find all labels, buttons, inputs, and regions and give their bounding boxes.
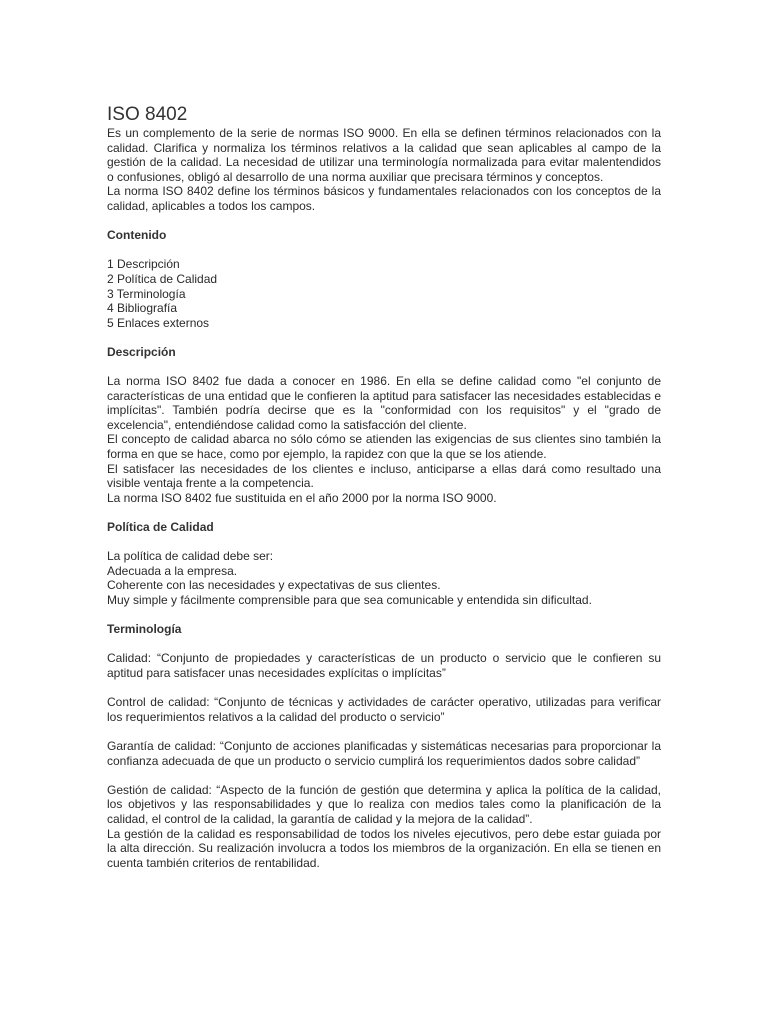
document-title: ISO 8402 [107, 104, 188, 125]
policy-line: Adecuada a la empresa. [107, 563, 238, 578]
spacer [107, 360, 661, 375]
term-calidad: Calidad: “Conjunto de propiedades y características de un producto o servicio que le confieren su aptitud para satisfacer unas necesidades explícitas o implícitas” [107, 651, 661, 680]
table-of-contents [107, 257, 661, 330]
description-paragraph-1: La norma ISO 8402 fue dada a conocer en 1986. En ella se define calidad como "el conjunto de características de una entidad que le confieren la aptitud para satisfacer las necesidades establecidas e implícitas". También podría decirse que es la "conformidad con los requisitos" y el "grado de excelencia", entendiéndose calidad como la satisfacción del cliente. [107, 374, 661, 432]
spacer [107, 535, 661, 550]
policy-line: Muy simple y fácilmente comprensible para que sea comunicable y entendida sin dificultad. [107, 593, 592, 607]
intro-paragraph-2: La norma ISO 8402 define los términos básicos y fundamentales relacionados con los conceptos de la calidad, aplicables a todos los campos. [107, 184, 661, 213]
spacer [107, 681, 661, 696]
toc-item-bibliography[interactable]: 4 Bibliografía [107, 301, 178, 316]
spacer [107, 608, 661, 623]
term-garantia-de-calidad: Garantía de calidad: “Conjunto de acciones planificadas y sistemáticas necesarias para proporcionar la confianza adecuada de que un producto o servicio cumplirá los requerimientos dados sobre calidad” [107, 738, 661, 768]
policy-line: La política de calidad debe ser: [107, 549, 274, 564]
description-paragraph-3: El satisfacer las necesidades de los clientes e incluso, anticiparse a ellas dará como resultado una visible ventaja frente a la competencia. [107, 461, 661, 491]
term-gestion-de-calidad: Gestión de calidad: “Aspecto de la función de gestión que determina y aplica la política de la calidad, los objetivos y las responsabilidades y que lo realiza con medios tales como la planificación de la calidad, el control de la calidad, la garantía de calidad y la mejora de la calidad”. [107, 782, 661, 826]
terminology-heading: Terminología [107, 622, 182, 637]
policy-list [107, 549, 661, 607]
spacer [107, 243, 661, 258]
document-page [107, 104, 661, 870]
spacer [107, 768, 661, 783]
toc-item-external-links[interactable]: 5 Enlaces externos [107, 315, 210, 330]
spacer [107, 330, 661, 345]
term-control-de-calidad: Control de calidad: “Conjunto de técnicas y actividades de carácter operativo, utilizadas para verificar los requerimientos relativos a la calidad del producto o servicio” [107, 695, 661, 724]
policy-heading: Política de Calidad [107, 520, 214, 535]
description-paragraph-2: El concepto de calidad abarca no sólo cómo se atienden las exigencias de sus clientes sino también la forma en que se hace, como por ejemplo, la rapidez con que la que se los atiende. [107, 432, 661, 462]
term-gestion-detail: La gestión de la calidad es responsabilidad de todos los niveles ejecutivos, pero debe estar guiada por la alta dirección. Su realización involucra a todos los miembros de la organización. En ella se tienen en cuenta también criterios de rentabilidad. [107, 826, 661, 870]
intro-paragraph-1: Es un complemento de la serie de normas ISO 9000. En ella se definen términos relacionados con la calidad. Clarifica y normaliza los términos relativos a la calidad que sean aplicables al campo de la gestión de la calidad. La necesidad de utilizar una terminología normalizada para evitar malentendidos o confusiones, obligó al desarrollo de una norma auxiliar que precisara términos y conceptos. [107, 126, 661, 184]
spacer [107, 637, 661, 652]
spacer [107, 214, 661, 229]
spacer [107, 724, 661, 739]
description-heading: Descripción [107, 344, 176, 359]
toc-item-terminology[interactable]: 3 Terminología [107, 286, 186, 301]
spacer [107, 505, 661, 520]
toc-item-policy[interactable]: 2 Política de Calidad [107, 271, 218, 286]
policy-line: Coherente con las necesidades y expectativas de sus clientes. [107, 578, 441, 593]
contents-heading: Contenido [107, 228, 167, 243]
toc-item-description[interactable]: 1 Descripción [107, 257, 180, 272]
description-paragraph-4: La norma ISO 8402 fue sustituida en el año 2000 por la norma ISO 9000. [107, 490, 497, 505]
